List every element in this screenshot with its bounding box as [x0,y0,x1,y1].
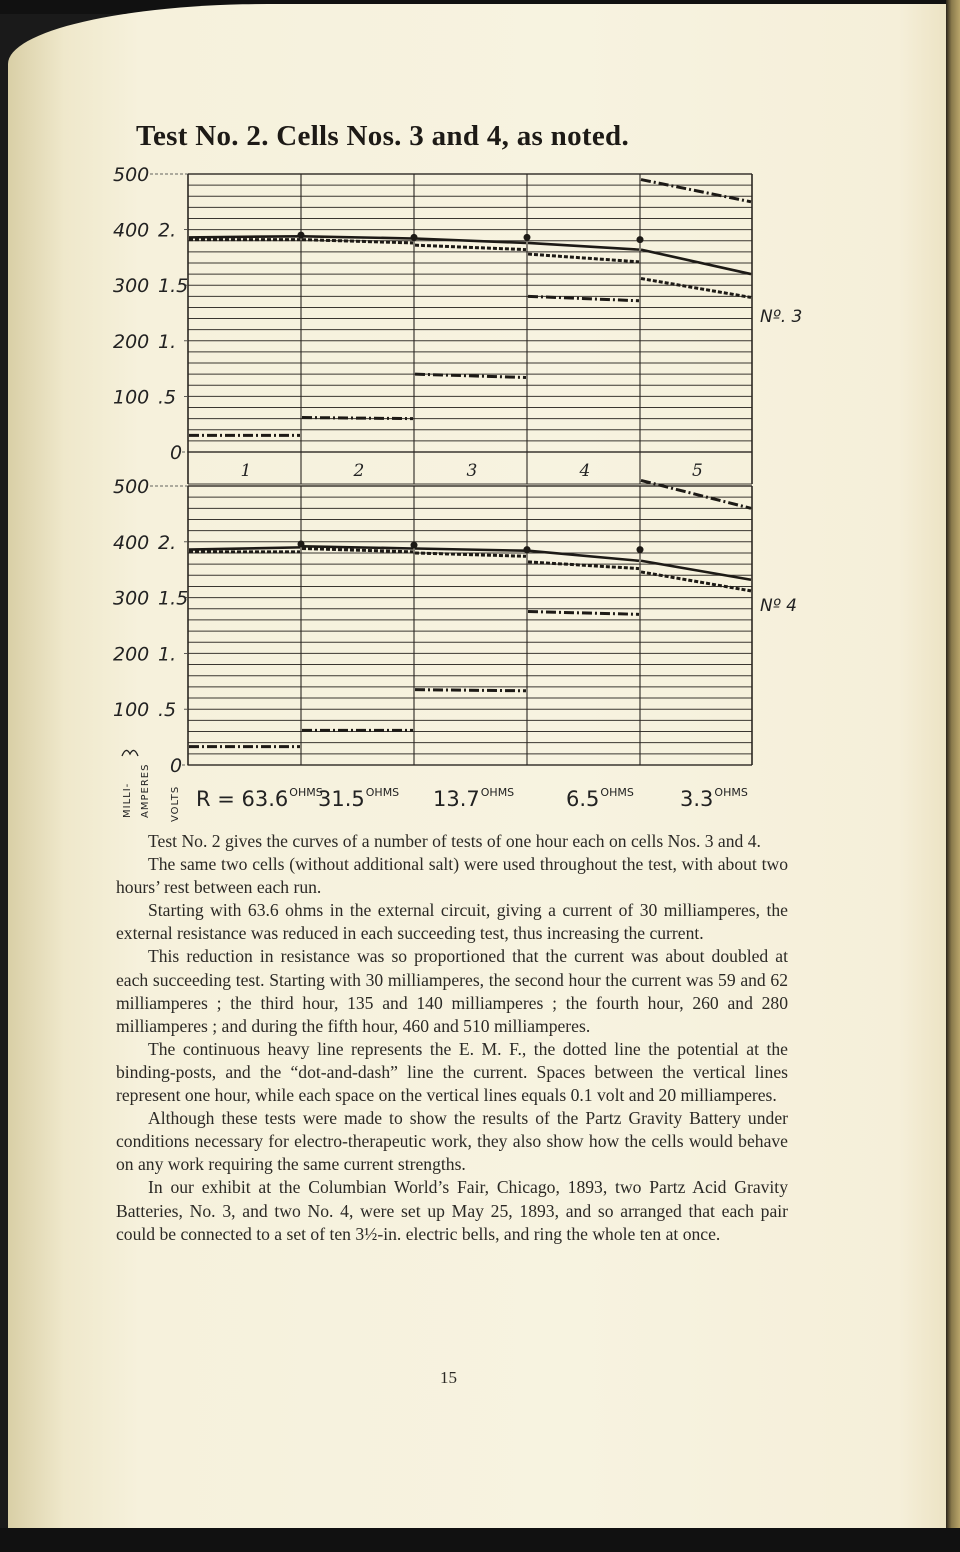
y-tick-label-milliamperes: 400 [113,531,150,554]
paragraph: Test No. 2 gives the curves of a number of tests of one hour each on cells Nos. 3 and 4. [148,831,761,851]
emf-data-point [298,541,305,548]
current-line-segment [528,612,639,615]
potential-line-segment [528,254,639,262]
resistance-label: 6.5 [566,787,600,811]
y-tick-label-volts: 1. [158,330,177,353]
resistance-unit-label: OHMS [714,786,748,799]
resistance-label: 3.3 [680,787,714,811]
hour-column-label: 1 [240,461,252,481]
cell-number-label: Nº 4 [760,596,797,616]
y-tick-label-volts: 0 [170,755,183,777]
y-tick-label-volts: .5 [158,386,177,409]
potential-line-segment [528,562,639,569]
potential-line-segment [415,553,526,556]
page-number: 15 [440,1368,457,1387]
emf-line-segment [641,561,751,580]
paragraph: The continuous heavy line represents the E. M. F., the dotted line the potential at the binding-posts, and the “dot-and-dash” line the current. Spaces between the vertical lines represent one hour, while each space on the vertical lines equals 0.1 volt and 20 milliamperes. [116,1038,788,1106]
paragraph: In our exhibit at the Columbian World’s Fair, Chicago, 1893, two Partz Acid Gravity Batteries, No. 3, and two No. 4, were set up May 25, 1893, and so arranged that each pair could be connected to a set of ten 3½-in. electric bells, and ring the whole ten at once. [116,1177,788,1244]
current-line-segment [641,480,751,508]
y-tick-label-milliamperes: 500 [113,164,150,186]
axis-brace-icon [122,750,138,756]
axis-unit-label: AMPERES [140,763,151,818]
axis-unit-label: VOLTS [170,785,181,822]
y-tick-label-milliamperes: 500 [113,476,150,498]
emf-line-segment [189,547,300,549]
emf-data-point [411,234,418,241]
potential-line-segment [302,240,413,243]
y-tick-label-volts: 1.5 [158,587,189,610]
paragraph: This reduction in resistance was so proportioned that the current was about doubled at each succeeding test. Starting with 30 milliamperes, the second hour the current was 59 and 62 milliamperes ; the third hour, 135 and 140 milliamperes ; the fourth hour, 260 and 280 milliamperes ; and during the fifth hour, 460 and 510 milliamperes. [116,946,788,1036]
y-tick-label-volts: .5 [158,699,177,722]
emf-data-point [411,542,418,549]
hour-column-label: 4 [579,461,591,481]
emf-data-point [298,232,305,239]
emf-line-segment [528,551,639,561]
y-tick-label-volts: 2. [158,531,177,554]
emf-line-segment [641,250,751,274]
potential-line-segment [415,245,526,249]
y-tick-label-milliamperes: 100 [113,386,150,409]
y-tick-label-milliamperes: 200 [113,330,150,353]
current-line-segment [415,690,526,691]
hour-column-label: 3 [466,461,478,481]
paragraph: The same two cells (without additional salt) were used throughout the test, with about two hours’ rest between each run. [116,854,788,898]
paragraph: Starting with 63.6 ohms in the external circuit, giving a current of 30 milliamperes, the external resistance was reduced in each succeeding test, thus increasing the current. [116,900,788,944]
emf-line-segment [302,236,413,238]
emf-line-segment [302,546,413,548]
y-tick-label-milliamperes: 400 [113,219,150,242]
y-tick-label-volts: 1. [158,643,177,666]
y-tick-label-milliamperes: 300 [113,275,150,298]
emf-data-point [637,236,644,243]
resistance-unit-label: OHMS [365,786,400,799]
chart-title: Test No. 2. Cells Nos. 3 and 4, as noted. [136,120,630,152]
resistance-label: R = 63.6 [196,787,289,811]
resistance-unit-label: OHMS [480,786,515,799]
paragraph: Although these tests were made to show the results of the Partz Gravity Battery under conditions necessary for electro-therapeutic work, they also show how the cells would behave on any work requiring the same current strengths. [116,1108,788,1175]
current-line-segment [641,180,751,202]
resistance-unit-label: OHMS [289,786,323,799]
resistance-label: 13.7 [433,787,480,811]
y-tick-label-milliamperes: 300 [113,587,150,610]
y-tick-label-volts: 1.5 [158,275,189,298]
current-line-segment [528,296,639,300]
y-tick-label-volts: 2. [158,219,177,242]
emf-line-segment [528,243,639,250]
potential-line-segment [641,279,751,298]
y-tick-label-volts: 0 [170,442,183,464]
emf-data-point [524,546,531,553]
current-line-segment [415,374,526,377]
y-tick-label-milliamperes: 100 [113,699,150,722]
emf-data-point [524,234,531,241]
axis-unit-label: MILLI- [122,782,133,818]
potential-line-segment [641,572,751,591]
emf-line-segment [415,548,526,550]
cell-number-label: Nº. 3 [760,307,803,327]
body-text [116,830,788,1246]
hour-column-label: 2 [353,461,365,481]
bottom-page-shadow [0,1528,960,1552]
resistance-unit-label: OHMS [600,786,634,799]
hour-column-label: 5 [692,461,703,481]
emf-data-point [637,546,644,553]
emf-line-segment [189,236,300,237]
resistance-label: 31.5 [318,787,365,811]
y-tick-label-milliamperes: 200 [113,643,150,666]
